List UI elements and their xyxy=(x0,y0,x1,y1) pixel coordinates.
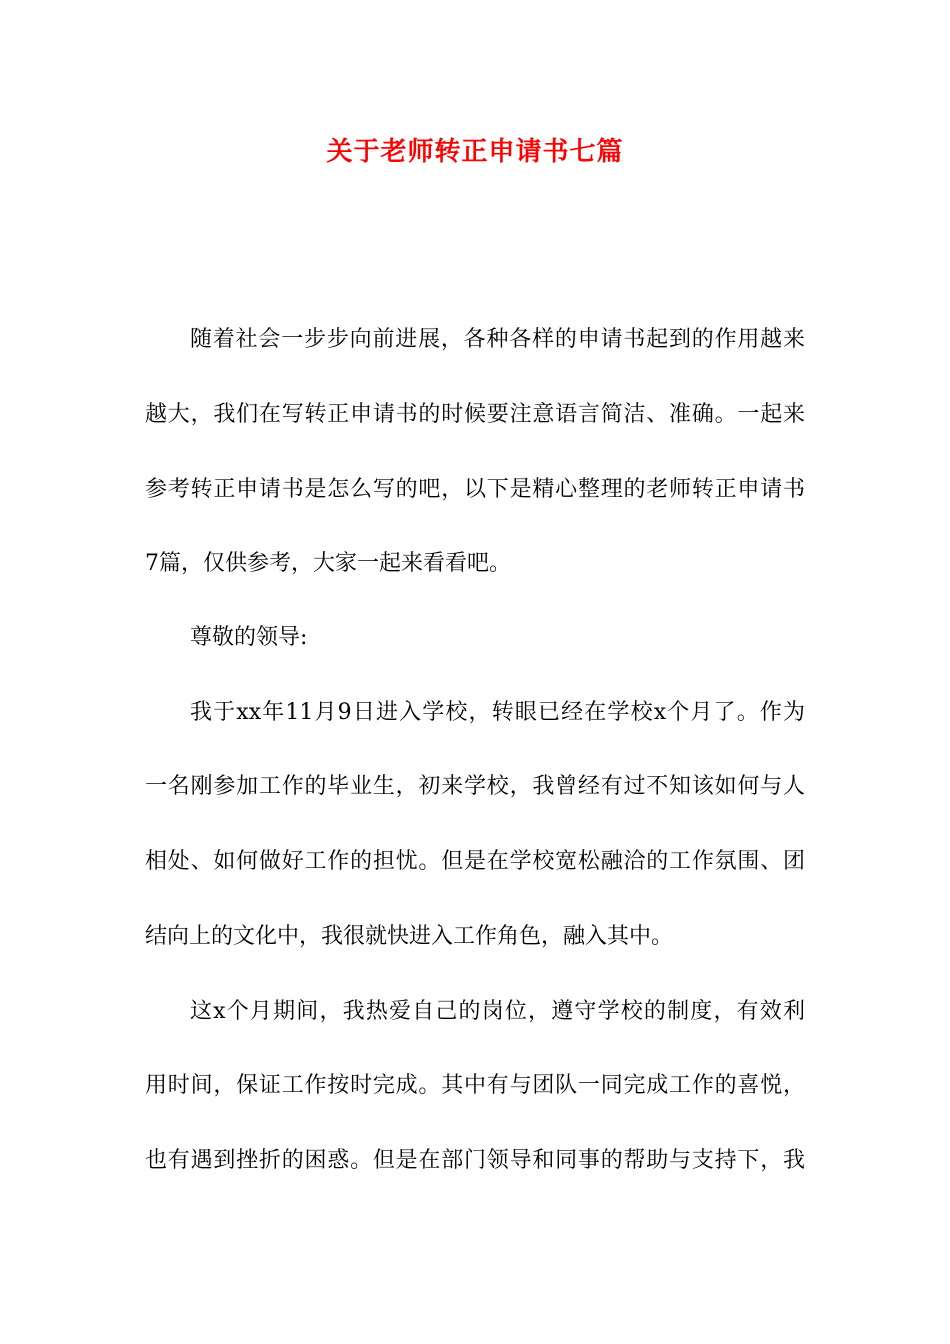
salutation-line: 尊敬的领导: xyxy=(190,625,308,650)
paragraph-line: 结向上的文化中，我很就快进入工作角色，融入其中。 xyxy=(145,924,674,949)
paragraph-line: 也有遇到挫折的困惑。但是在部门领导和同事的帮助与支持下，我 xyxy=(145,1148,805,1173)
paragraph-line: 这x个月期间，我热爱自己的岗位，遵守学校的制度，有效利 xyxy=(190,999,805,1024)
paragraph-line: 参考转正申请书是怎么写的吧，以下是精心整理的老师转正申请书 xyxy=(145,477,805,502)
paragraph-line: 一名刚参加工作的毕业生，初来学校，我曾经有过不知该如何与人 xyxy=(145,774,805,799)
document-title: 关于老师转正申请书七篇 xyxy=(326,137,624,167)
paragraph-line: 用时间，保证工作按时完成。其中有与团队一同完成工作的喜悦， xyxy=(145,1073,805,1098)
paragraph-line: 相处、如何做好工作的担忧。但是在学校宽松融洽的工作氛围、团 xyxy=(145,849,805,874)
paragraph-line: 越大，我们在写转正申请书的时候要注意语言简洁、准确。一起来 xyxy=(145,402,805,427)
paragraph-line: 7篇，仅供参考，大家一起来看看吧。 xyxy=(145,551,511,576)
paragraph-line: 随着社会一步步向前进展，各种各样的申请书起到的作用越来 xyxy=(190,327,805,352)
paragraph-line: 我于xx年11月9日进入学校，转眼已经在学校x个月了。作为 xyxy=(190,700,805,725)
